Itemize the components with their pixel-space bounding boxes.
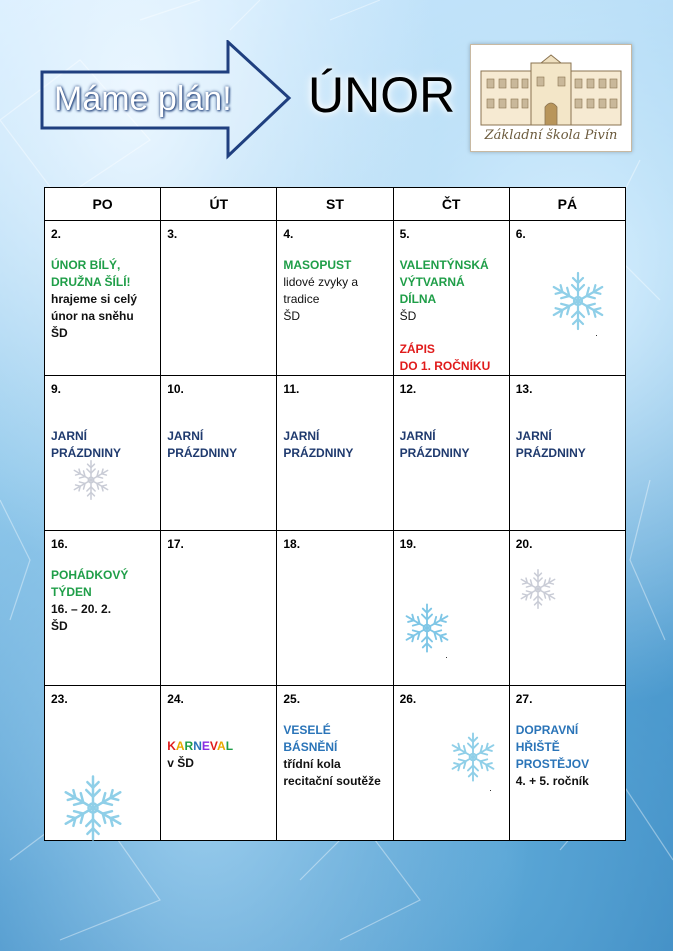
day-number: 6.: [515, 227, 526, 241]
day-cell: [393, 686, 509, 841]
event-detail: recitační soutěže: [283, 774, 381, 788]
holiday-label: JARNÍ PRÁZDNINY: [51, 429, 122, 460]
day-cell: [509, 376, 625, 531]
event-detail: ŠD: [399, 309, 417, 323]
weekday-header: PÁ: [509, 188, 625, 221]
day-number: 26.: [399, 692, 417, 706]
day-cell: [509, 531, 625, 686]
event-detail: hrajeme si celý: [51, 292, 138, 306]
day-cell: [45, 221, 161, 376]
day-number: 27.: [515, 692, 533, 706]
snowflake-icon: [516, 567, 560, 611]
holiday-label: JARNÍ PRÁZDNINY: [515, 429, 586, 460]
day-cell: [45, 686, 161, 841]
day-number: 9.: [51, 382, 62, 396]
day-number: 25.: [283, 692, 301, 706]
holiday-label: JARNÍ PRÁZDNINY: [283, 429, 354, 460]
event-title: PROSTĚJOV: [515, 757, 590, 771]
day-number: 2.: [51, 227, 62, 241]
event-detail: ŠD: [51, 326, 68, 340]
plan-arrow-banner: [40, 40, 292, 160]
day-cell: [393, 531, 509, 686]
month-title: ÚNOR: [308, 67, 456, 123]
event-detail: v ŠD: [167, 756, 194, 770]
day-number: 13.: [515, 382, 533, 396]
event-detail: 16. – 20. 2.: [51, 602, 112, 616]
snowflake-icon: [446, 730, 500, 784]
school-logo-text: Základní škola Pivín: [484, 128, 618, 143]
week-row: [45, 686, 626, 841]
day-number: 24.: [167, 692, 184, 706]
day-number: 16.: [51, 537, 68, 551]
event-title: VALENTÝNSKÁ: [399, 258, 489, 272]
day-number: 11.: [283, 382, 300, 396]
school-logo: [470, 44, 632, 152]
event-title: VÝTVARNÁ DÍLNA: [399, 275, 465, 306]
day-cell: [45, 376, 161, 531]
event-detail: 4. + 5. ročník: [515, 774, 589, 788]
week-row: [45, 531, 626, 686]
day-cell: [277, 221, 393, 376]
day-number: 12.: [399, 382, 417, 396]
weekday-header: PO: [45, 188, 161, 221]
weekday-header-row: [45, 188, 626, 221]
event-title: POHÁDKOVÝ: [51, 568, 129, 582]
snowflake-icon: [57, 772, 129, 844]
karneval-title: KARNEVAL: [167, 739, 234, 753]
day-number: 20.: [515, 537, 533, 551]
event-title: DOPRAVNÍ HŘIŠTĚ: [515, 723, 579, 754]
day-cell: [45, 531, 161, 686]
day-number: 5.: [399, 227, 410, 241]
enrollment-notice: DO 1. ROČNÍKU: [399, 359, 491, 373]
event-detail: lidové zvyky a: [283, 275, 359, 289]
plan-label: Máme plán!: [54, 80, 232, 118]
day-cell: [277, 531, 393, 686]
day-cell: [277, 376, 393, 531]
day-cell: [509, 221, 625, 376]
weekday-header: ÚT: [161, 188, 277, 221]
event-title: VESELÉ BÁSNĚNÍ: [283, 723, 338, 754]
day-number: 4.: [283, 227, 294, 241]
school-building-icon: [477, 51, 625, 127]
day-cell: [393, 221, 509, 376]
day-cell: [161, 221, 277, 376]
event-detail: ŠD: [51, 619, 68, 633]
day-number: 23.: [51, 692, 68, 706]
event-title: ÚNOR BÍLÝ,: [51, 258, 121, 272]
weekday-header: ST: [277, 188, 393, 221]
day-number: 19.: [399, 537, 417, 551]
day-number: 18.: [283, 537, 301, 551]
snowflake-icon: [546, 269, 610, 333]
snowflake-icon: [400, 601, 454, 655]
event-title: DRUŽNA ŠÍLÍ!: [51, 275, 131, 289]
day-number: 17.: [167, 537, 184, 551]
weekday-header: ČT: [393, 188, 509, 221]
event-detail: třídní kola: [283, 757, 341, 771]
event-detail: tradice: [283, 292, 320, 306]
calendar-table: [44, 187, 626, 841]
event-detail: ŠD: [283, 309, 301, 323]
day-number: 10.: [167, 382, 184, 396]
snowflake-icon: [69, 458, 113, 502]
day-cell: [277, 686, 393, 841]
holiday-label: JARNÍ PRÁZDNINY: [399, 429, 470, 460]
event-title: MASOPUST: [283, 258, 352, 272]
day-cell: [393, 376, 509, 531]
enrollment-notice: ZÁPIS: [399, 342, 435, 356]
holiday-label: JARNÍ PRÁZDNINY: [167, 429, 238, 460]
week-row: [45, 221, 626, 376]
week-row: [45, 376, 626, 531]
day-cell: [161, 686, 277, 841]
day-number: 3.: [167, 227, 178, 241]
event-detail: únor na sněhu: [51, 309, 134, 323]
day-cell: [161, 376, 277, 531]
event-title: TÝDEN: [51, 585, 92, 599]
day-cell: [509, 686, 625, 841]
day-cell: [161, 531, 277, 686]
